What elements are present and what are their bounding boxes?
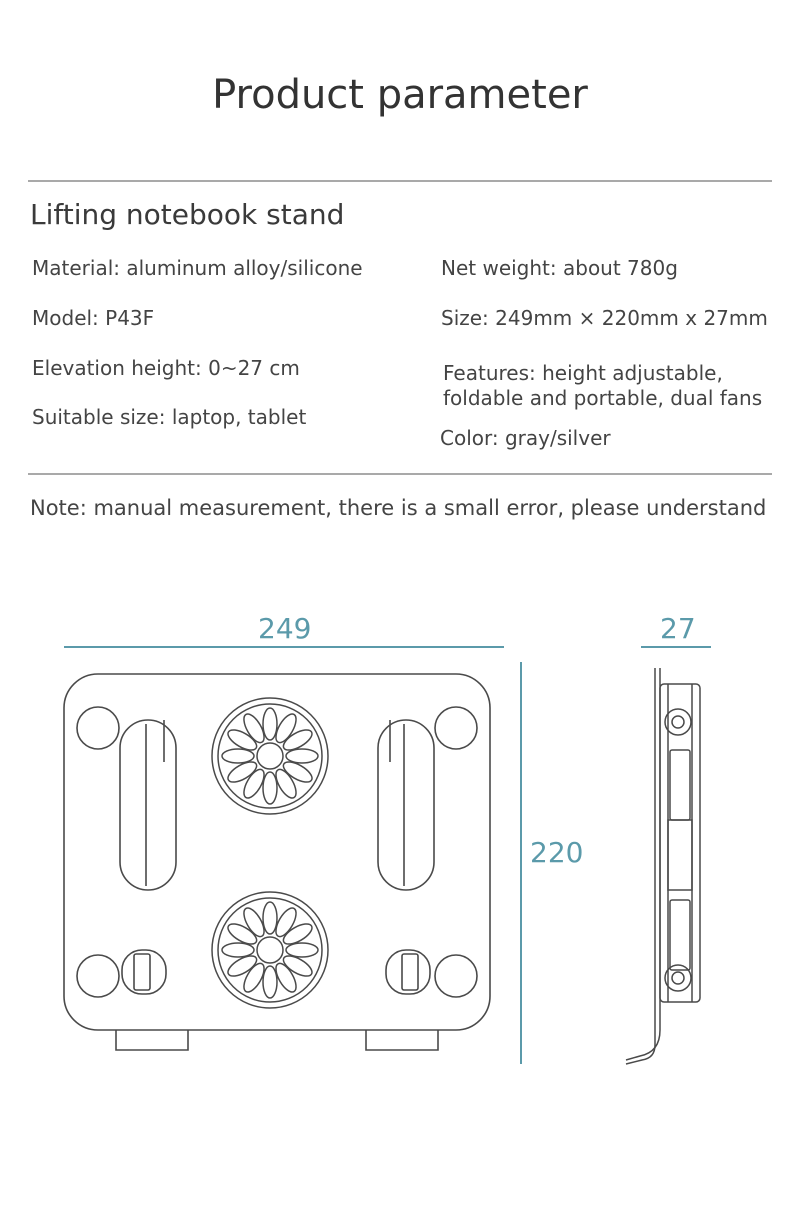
bottom-divider [28,473,772,475]
spec-suitable: Suitable size: laptop, tablet [32,405,307,429]
top-right-pad [435,707,477,749]
depth-dimension-label: 27 [660,612,696,645]
spec-material: Material: aluminum alloy/silicone [32,256,363,280]
height-dimension-label: 220 [530,836,584,869]
side-fan-top [670,750,690,820]
depth-dimension-line [641,646,711,648]
stand-body [660,684,700,1002]
right-hinge [386,950,430,994]
right-foot [366,1030,438,1050]
left-hinge [122,950,166,994]
left-slot [120,720,176,890]
spec-features-line1: Features: height adjustable, [443,361,723,385]
fan-blade [222,749,254,763]
spec-size: Size: 249mm × 220mm x 27mm [441,306,768,330]
spec-color: Color: gray/silver [440,426,611,450]
fan-blade [263,708,277,740]
side-bottom-hinge [665,965,691,991]
measurement-note: Note: manual measurement, there is a small error, please understand [30,496,767,520]
page-title: Product parameter [212,72,588,118]
right-slot [378,720,434,890]
bottom-left-pad [77,955,119,997]
fan-blade [222,943,254,957]
bottom-fan [212,892,328,1008]
side-fan-bottom [670,900,690,970]
fan-blade [286,943,318,957]
fan-blade [263,966,277,998]
top-fan [212,698,328,814]
stand-front-view-drawing [60,670,500,1060]
spec-model: Model: P43F [32,306,155,330]
product-name: Lifting notebook stand [30,198,345,231]
fan-blade [263,902,277,934]
fan-blade [263,772,277,804]
top-divider [28,180,772,182]
width-dimension-line [64,646,504,648]
side-top-hinge [665,709,691,735]
top-left-pad [77,707,119,749]
spec-net-weight: Net weight: about 780g [441,256,678,280]
fan-blade [286,749,318,763]
spec-features-line2: foldable and portable, dual fans [443,386,763,410]
spec-elevation: Elevation height: 0~27 cm [32,356,300,380]
bottom-right-pad [435,955,477,997]
stand-hook [626,1045,655,1064]
stand-side-view-drawing [620,660,710,1070]
width-dimension-label: 249 [258,612,312,645]
height-dimension-line [520,662,522,1064]
left-foot [116,1030,188,1050]
